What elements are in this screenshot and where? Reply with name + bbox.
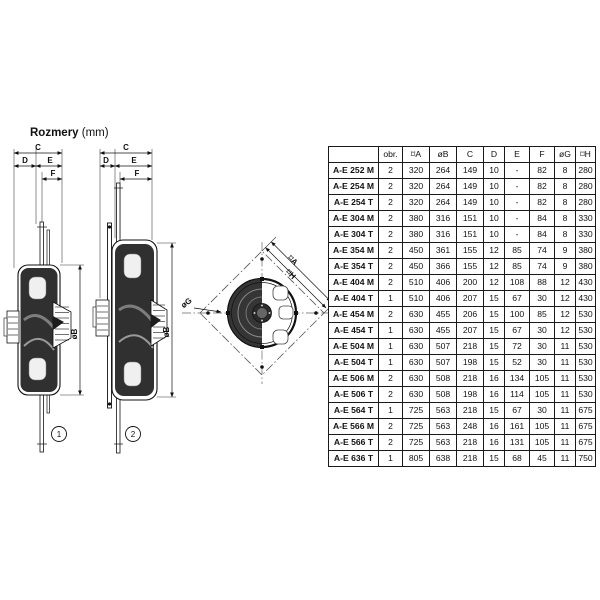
value-cell: 105 <box>530 387 555 403</box>
mounting-hole <box>260 365 264 369</box>
value-cell: 151 <box>457 211 484 227</box>
value-cell: 198 <box>457 355 484 371</box>
mounting-hole <box>206 311 210 315</box>
value-cell: 9 <box>555 243 576 259</box>
dim-og-label: øG <box>179 296 194 310</box>
value-cell: 149 <box>457 195 484 211</box>
table-row <box>329 195 596 211</box>
value-cell: 320 <box>403 163 430 179</box>
value-cell: 2 <box>379 419 403 435</box>
front-view <box>179 237 340 384</box>
dim-f-label-2: F <box>134 169 140 178</box>
value-cell: 105 <box>530 435 555 451</box>
value-cell: 74 <box>530 259 555 275</box>
fan-body-1 <box>4 265 71 395</box>
value-cell: 72 <box>505 339 530 355</box>
value-cell: 74 <box>530 243 555 259</box>
value-cell: 2 <box>379 387 403 403</box>
value-cell: 316 <box>430 211 457 227</box>
dimensions-table <box>328 146 596 467</box>
value-cell: 264 <box>430 195 457 211</box>
table-row <box>329 355 596 371</box>
value-cell: 131 <box>505 435 530 451</box>
table-row <box>329 339 596 355</box>
value-cell: 530 <box>576 339 596 355</box>
value-cell: 450 <box>403 259 430 275</box>
table-row <box>329 371 596 387</box>
value-cell: 10 <box>484 179 505 195</box>
value-cell: 8 <box>555 179 576 195</box>
mounting-hole <box>314 311 318 315</box>
value-cell: 380 <box>576 243 596 259</box>
value-cell: 11 <box>555 451 576 467</box>
value-cell: 155 <box>457 259 484 275</box>
value-cell: 11 <box>555 435 576 451</box>
dim-c-label-2: C <box>123 143 129 152</box>
value-cell: 2 <box>379 227 403 243</box>
figure-number-1: 1 <box>56 430 62 439</box>
value-cell: 10 <box>484 227 505 243</box>
model-cell: A-E 636 T <box>329 451 379 467</box>
value-cell: 30 <box>530 291 555 307</box>
dim-e-label-1: E <box>47 156 53 165</box>
model-cell: A-E 454 M <box>329 307 379 323</box>
column-header: C <box>457 147 484 163</box>
dim-ob-label-2: øB <box>162 326 171 338</box>
dim-square-a-label: ⌑A <box>286 253 300 267</box>
table-row <box>329 419 596 435</box>
title-unit: (mm) <box>78 127 109 139</box>
value-cell: 30 <box>530 355 555 371</box>
value-cell: 85 <box>505 243 530 259</box>
value-cell: 2 <box>379 435 403 451</box>
value-cell: 207 <box>457 323 484 339</box>
value-cell: 2 <box>379 243 403 259</box>
side-view-2 <box>93 143 176 453</box>
value-cell: 16 <box>484 371 505 387</box>
value-cell: 12 <box>555 291 576 307</box>
value-cell: 8 <box>555 227 576 243</box>
value-cell: 200 <box>457 275 484 291</box>
dim-square-h-label: ⌑H <box>284 267 298 281</box>
value-cell: 12 <box>484 243 505 259</box>
value-cell: - <box>505 179 530 195</box>
value-cell: 11 <box>555 339 576 355</box>
mounting-hole <box>260 257 264 261</box>
value-cell: 149 <box>457 179 484 195</box>
value-cell: 149 <box>457 163 484 179</box>
value-cell: 68 <box>505 451 530 467</box>
value-cell: 510 <box>403 275 430 291</box>
dim-d-label-1: D <box>22 156 28 165</box>
value-cell: 530 <box>576 323 596 339</box>
value-cell: 280 <box>576 163 596 179</box>
value-cell: 15 <box>484 323 505 339</box>
value-cell: 8 <box>555 163 576 179</box>
value-cell: 82 <box>530 163 555 179</box>
value-cell: 10 <box>484 211 505 227</box>
value-cell: 11 <box>555 419 576 435</box>
fan-front-impeller <box>226 277 298 349</box>
value-cell: 12 <box>555 307 576 323</box>
value-cell: 9 <box>555 259 576 275</box>
value-cell: 84 <box>530 227 555 243</box>
value-cell: 2 <box>379 371 403 387</box>
model-cell: A-E 504 T <box>329 355 379 371</box>
value-cell: 67 <box>505 291 530 307</box>
value-cell: 630 <box>403 371 430 387</box>
value-cell: 85 <box>530 307 555 323</box>
value-cell: 630 <box>403 307 430 323</box>
value-cell: 207 <box>457 291 484 307</box>
value-cell: 316 <box>430 227 457 243</box>
value-cell: 725 <box>403 435 430 451</box>
value-cell: 67 <box>505 323 530 339</box>
table-row <box>329 307 596 323</box>
table-row <box>329 179 596 195</box>
column-header: E <box>505 147 530 163</box>
value-cell: 85 <box>505 259 530 275</box>
value-cell: 12 <box>484 259 505 275</box>
model-cell: A-E 454 T <box>329 323 379 339</box>
value-cell: 530 <box>576 307 596 323</box>
value-cell: 67 <box>505 403 530 419</box>
model-cell: A-E 404 T <box>329 291 379 307</box>
value-cell: 16 <box>484 419 505 435</box>
title-main: Rozmery <box>30 127 79 139</box>
value-cell: 134 <box>505 371 530 387</box>
value-cell: 10 <box>484 195 505 211</box>
value-cell: 1 <box>379 339 403 355</box>
value-cell: 12 <box>555 275 576 291</box>
value-cell: 10 <box>484 163 505 179</box>
dimensions-table-container <box>328 146 596 467</box>
value-cell: 206 <box>457 307 484 323</box>
table-row <box>329 163 596 179</box>
value-cell: 11 <box>555 403 576 419</box>
value-cell: 2 <box>379 307 403 323</box>
column-header <box>329 147 379 163</box>
value-cell: 2 <box>379 195 403 211</box>
value-cell: 1 <box>379 291 403 307</box>
figure-number-2: 2 <box>130 430 136 439</box>
dim-d-label-2: D <box>103 156 109 165</box>
value-cell: 30 <box>530 339 555 355</box>
value-cell: 2 <box>379 179 403 195</box>
value-cell: 12 <box>555 323 576 339</box>
value-cell: 105 <box>530 419 555 435</box>
value-cell: 675 <box>576 419 596 435</box>
value-cell: 15 <box>484 307 505 323</box>
value-cell: 750 <box>576 451 596 467</box>
column-header: øG <box>555 147 576 163</box>
dim-c-label-1: C <box>35 143 41 152</box>
value-cell: 52 <box>505 355 530 371</box>
column-header: F <box>530 147 555 163</box>
column-header: ⌑A <box>403 147 430 163</box>
value-cell: 15 <box>484 355 505 371</box>
model-cell: A-E 354 M <box>329 243 379 259</box>
value-cell: 1 <box>379 355 403 371</box>
value-cell: 15 <box>484 451 505 467</box>
value-cell: 114 <box>505 387 530 403</box>
dim-e-label-2: E <box>131 156 137 165</box>
table-row <box>329 323 596 339</box>
value-cell: 264 <box>430 163 457 179</box>
table-row <box>329 403 596 419</box>
table-row <box>329 243 596 259</box>
value-cell: 108 <box>505 275 530 291</box>
value-cell: 530 <box>576 355 596 371</box>
value-cell: - <box>505 227 530 243</box>
model-cell: A-E 354 T <box>329 259 379 275</box>
table-row <box>329 291 596 307</box>
value-cell: 82 <box>530 179 555 195</box>
value-cell: 12 <box>484 275 505 291</box>
value-cell: 105 <box>530 371 555 387</box>
value-cell: 100 <box>505 307 530 323</box>
value-cell: 563 <box>430 435 457 451</box>
value-cell: 563 <box>430 403 457 419</box>
value-cell: 84 <box>530 211 555 227</box>
table-row <box>329 227 596 243</box>
value-cell: 218 <box>457 451 484 467</box>
value-cell: 280 <box>576 179 596 195</box>
value-cell: 380 <box>403 211 430 227</box>
value-cell: 1 <box>379 403 403 419</box>
value-cell: 507 <box>430 355 457 371</box>
value-cell: 15 <box>484 291 505 307</box>
value-cell: 330 <box>576 227 596 243</box>
value-cell: 151 <box>457 227 484 243</box>
value-cell: 155 <box>457 243 484 259</box>
value-cell: 88 <box>530 275 555 291</box>
value-cell: 45 <box>530 451 555 467</box>
value-cell: 630 <box>403 387 430 403</box>
table-row <box>329 435 596 451</box>
value-cell: 30 <box>530 323 555 339</box>
value-cell: 16 <box>484 435 505 451</box>
table-row <box>329 259 596 275</box>
value-cell: 15 <box>484 339 505 355</box>
table-row <box>329 211 596 227</box>
value-cell: 11 <box>555 355 576 371</box>
model-cell: A-E 506 T <box>329 387 379 403</box>
value-cell: 11 <box>555 371 576 387</box>
value-cell: 430 <box>576 291 596 307</box>
value-cell: 430 <box>576 275 596 291</box>
value-cell: 161 <box>505 419 530 435</box>
value-cell: 320 <box>403 195 430 211</box>
value-cell: - <box>505 163 530 179</box>
value-cell: 380 <box>576 259 596 275</box>
model-cell: A-E 252 M <box>329 163 379 179</box>
value-cell: 198 <box>457 387 484 403</box>
table-header-row <box>329 147 596 163</box>
value-cell: 2 <box>379 163 403 179</box>
model-cell: A-E 254 M <box>329 179 379 195</box>
value-cell: 30 <box>530 403 555 419</box>
value-cell: 218 <box>457 371 484 387</box>
column-header: ⌑H <box>576 147 596 163</box>
table-row <box>329 451 596 467</box>
model-cell: A-E 254 T <box>329 195 379 211</box>
value-cell: 530 <box>576 371 596 387</box>
dim-f-label-1: F <box>50 169 56 178</box>
value-cell: 1 <box>379 451 403 467</box>
value-cell: 406 <box>430 291 457 307</box>
value-cell: 450 <box>403 243 430 259</box>
model-cell: A-E 506 M <box>329 371 379 387</box>
model-cell: A-E 566 T <box>329 435 379 451</box>
value-cell: 563 <box>430 419 457 435</box>
value-cell: 675 <box>576 435 596 451</box>
value-cell: 330 <box>576 211 596 227</box>
value-cell: - <box>505 211 530 227</box>
value-cell: 507 <box>430 339 457 355</box>
value-cell: 1 <box>379 323 403 339</box>
model-cell: A-E 304 T <box>329 227 379 243</box>
value-cell: 280 <box>576 195 596 211</box>
table-row <box>329 387 596 403</box>
value-cell: 725 <box>403 419 430 435</box>
value-cell: 675 <box>576 403 596 419</box>
value-cell: 11 <box>555 387 576 403</box>
value-cell: 218 <box>457 403 484 419</box>
column-header: øB <box>430 147 457 163</box>
value-cell: 8 <box>555 211 576 227</box>
value-cell: 630 <box>403 339 430 355</box>
value-cell: 406 <box>430 275 457 291</box>
value-cell: 320 <box>403 179 430 195</box>
column-header: obr. <box>379 147 403 163</box>
value-cell: 508 <box>430 387 457 403</box>
value-cell: 361 <box>430 243 457 259</box>
value-cell: 15 <box>484 403 505 419</box>
value-cell: 82 <box>530 195 555 211</box>
value-cell: 366 <box>430 259 457 275</box>
value-cell: 218 <box>457 435 484 451</box>
dim-ob-label-1: øB <box>70 328 79 340</box>
value-cell: 630 <box>403 355 430 371</box>
model-cell: A-E 404 M <box>329 275 379 291</box>
column-header: D <box>484 147 505 163</box>
table-row <box>329 275 596 291</box>
value-cell: 16 <box>484 387 505 403</box>
model-cell: A-E 564 T <box>329 403 379 419</box>
side-view-1 <box>4 143 84 452</box>
model-cell: A-E 504 M <box>329 339 379 355</box>
value-cell: 725 <box>403 403 430 419</box>
value-cell: 2 <box>379 259 403 275</box>
value-cell: 510 <box>403 291 430 307</box>
value-cell: 805 <box>403 451 430 467</box>
value-cell: 8 <box>555 195 576 211</box>
value-cell: 218 <box>457 339 484 355</box>
value-cell: 380 <box>403 227 430 243</box>
value-cell: 2 <box>379 211 403 227</box>
value-cell: 530 <box>576 387 596 403</box>
model-cell: A-E 304 M <box>329 211 379 227</box>
value-cell: 508 <box>430 371 457 387</box>
value-cell: 638 <box>430 451 457 467</box>
value-cell: 455 <box>430 323 457 339</box>
fan-body-2 <box>93 240 167 400</box>
value-cell: - <box>505 195 530 211</box>
model-cell: A-E 566 M <box>329 419 379 435</box>
value-cell: 264 <box>430 179 457 195</box>
value-cell: 455 <box>430 307 457 323</box>
value-cell: 630 <box>403 323 430 339</box>
value-cell: 248 <box>457 419 484 435</box>
value-cell: 2 <box>379 275 403 291</box>
